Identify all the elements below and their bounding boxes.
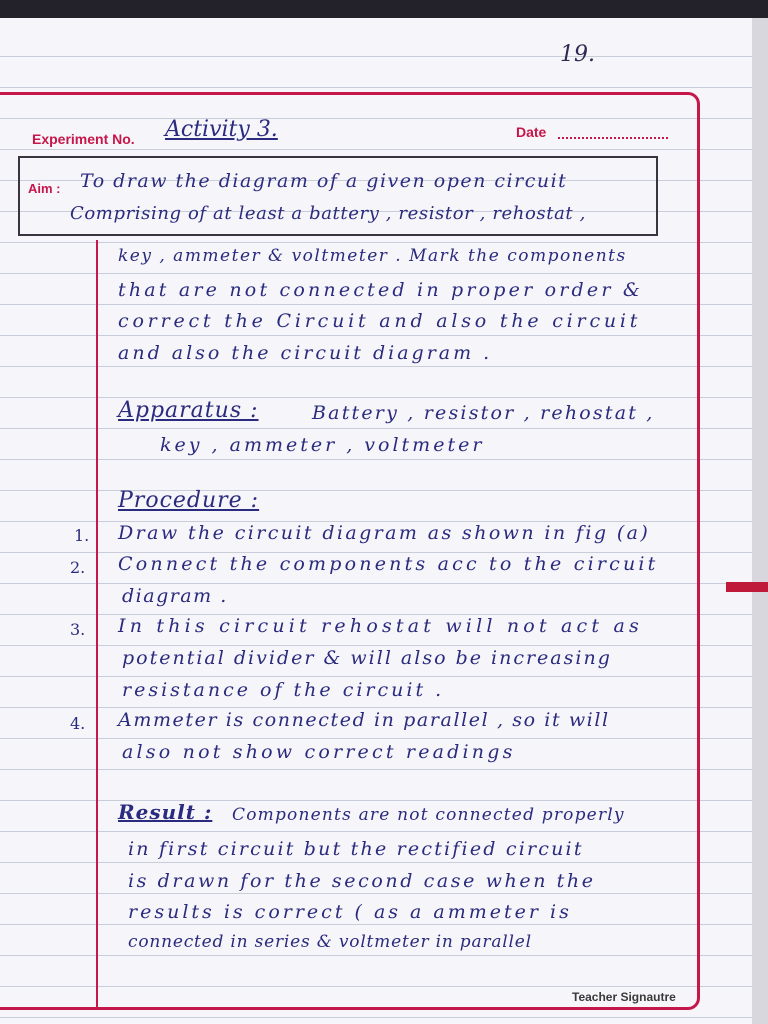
result-line: results is correct ( as a ammeter is: [128, 901, 572, 923]
experiment-value: Activity 3.: [165, 117, 278, 142]
result-line: is drawn for the second case when the: [128, 870, 596, 892]
procedure-line: In this circuit rehostat will not act as: [118, 615, 643, 637]
aim-line: key , ammeter & voltmeter . Mark the components: [118, 246, 627, 266]
procedure-line: Draw the circuit diagram as shown in fig (a): [118, 522, 651, 544]
step-number: 1.: [74, 526, 90, 545]
apparatus-line: key , ammeter , voltmeter: [160, 434, 485, 456]
aim-box: [18, 156, 658, 236]
apparatus-heading: Apparatus :: [118, 398, 259, 423]
date-field-dots: [558, 137, 668, 139]
procedure-heading: Procedure :: [118, 488, 260, 513]
procedure-line: Connect the components acc to the circuit: [118, 553, 659, 575]
aim-line: and also the circuit diagram .: [118, 342, 493, 364]
step-number: 4.: [70, 714, 86, 733]
experiment-label: Experiment No.: [32, 131, 135, 147]
aim-label: Aim :: [28, 181, 61, 196]
result-line: Components are not connected properly: [232, 805, 625, 825]
procedure-line: potential divider & will also be increasing: [122, 647, 612, 669]
page-number: 19.: [560, 42, 595, 67]
step-number: 3.: [70, 620, 86, 639]
result-line: in first circuit but the rectified circuit: [128, 838, 584, 860]
procedure-line: diagram .: [122, 585, 228, 607]
aim-line: correct the Circuit and also the circuit: [118, 310, 642, 332]
procedure-line: also not show correct readings: [122, 741, 516, 763]
date-label: Date: [516, 124, 547, 140]
result-line: connected in series & voltmeter in parallel: [128, 932, 532, 952]
aim-line: Comprising of at least a battery , resistor , rehostat ,: [70, 203, 586, 224]
apparatus-line: Battery , resistor , rehostat ,: [312, 402, 655, 424]
aim-line: To draw the diagram of a given open circuit: [80, 170, 568, 192]
procedure-line: resistance of the circuit .: [122, 679, 445, 701]
procedure-line: Ammeter is connected in parallel , so it will: [118, 709, 610, 731]
teacher-signature-label: Teacher Signautre: [572, 990, 676, 1004]
step-number: 2.: [70, 558, 86, 577]
page-edge-shadow: [752, 18, 768, 1024]
aim-line: that are not connected in proper order &: [118, 279, 643, 301]
page-top-edge: [0, 0, 768, 18]
side-tab-marker: [726, 582, 768, 592]
result-heading: Result :: [118, 800, 213, 824]
margin-line: [96, 240, 98, 1010]
